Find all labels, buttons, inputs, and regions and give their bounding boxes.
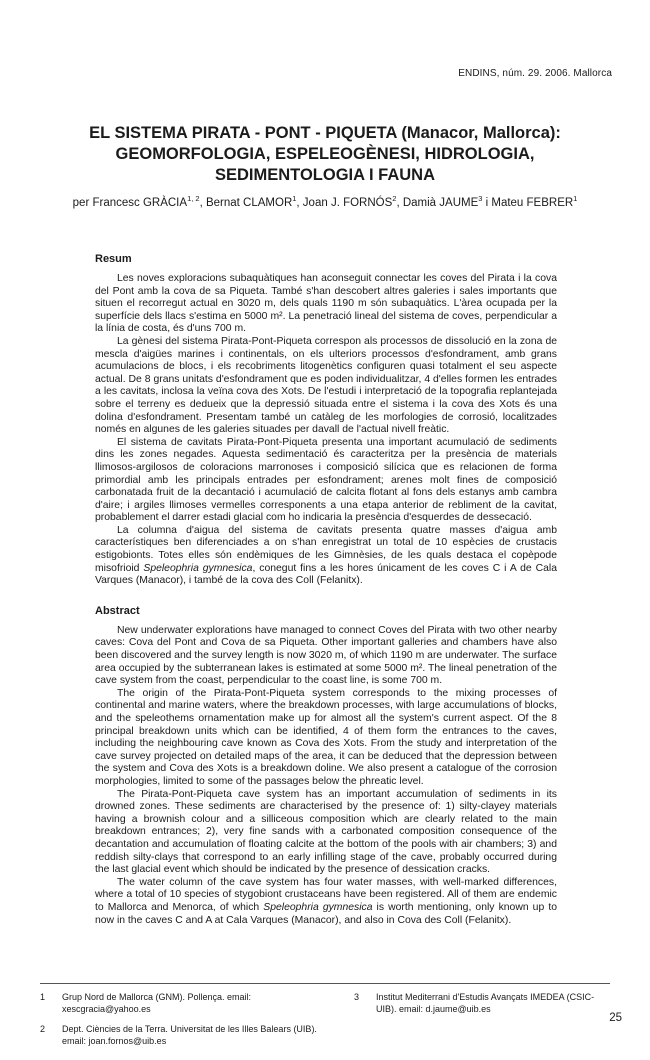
author-affiliation-sup-5: 1 <box>573 194 578 204</box>
resum-paragraph-4-text: La columna d'aigua del sistema de cavitats presenta quatre masses d'aigua amb característiques ben diferenciades a on s'han enregistrat un total de 10 espècies de crustacis estigobionts. Totes elles són endèmiques de les Gimnèsies, de les quals destaca el copèpode misofrioid <box>95 524 557 574</box>
footnote-2-text: Dept. Ciències de la Terra. Universitat de les Illes Balears (UIB). email: joan.fornos@uib.es <box>62 1024 317 1046</box>
journal-header: ENDINS, núm. 29. 2006. Mallorca <box>458 68 612 79</box>
footnote-3-number: 3 <box>354 992 360 1002</box>
author-segment-3: , Joan J. FORNÓS <box>296 197 393 209</box>
species-name-italic: Speleophria gymnesica <box>263 901 373 913</box>
paper-title <box>30 123 620 186</box>
abstract-section <box>95 605 557 927</box>
footnote-1 <box>40 992 340 1015</box>
footnote-3 <box>354 992 610 1015</box>
footnotes-right-column <box>354 992 610 1056</box>
abstract-paragraph-4 <box>95 877 557 927</box>
paper-title-line-3: SEDIMENTOLOGIA I FAUNA <box>214 166 435 184</box>
footnotes-block <box>40 983 610 1056</box>
footnotes-left-column <box>40 992 340 1056</box>
author-segment-2: , Bernat CLAMOR <box>199 197 293 209</box>
author-affiliation-sup-3: 2 <box>392 194 397 204</box>
abstract-paragraph-3: The Pirata-Pont-Piqueta cave system has an important accumulation of sediments in its drowned zones. These sediments are characterised by the presence of: 1) silty-clayey materials having a brownish colour and a silliceous composition which are clearly related to the main breakdown entrances; 2), very fine sands with a carbonated composition consequence of the decantation and accumulation of floating calcite at the bottom of the pools with air chambers; 3) and reddish silty-clays that correspond to an early infilling stage of the cave, probably occurred during the last glacial event which should be indicated by the presence of dessication cracks. <box>95 788 557 876</box>
author-affiliation-sup-2: 1 <box>292 194 297 204</box>
resum-paragraph-2: La gènesi del sistema Pirata-Pont-Piqueta correspon als processos de dissolució en la zona de mescla d'aigües marines i continentals, on els ulteriors processos d'esfondrament, amb grans acumulacions de blocs, i els recobriments litogenètics configuren quasi totalment el seu aspecte actual. De 8 grans unitats d'esfondrament que es poden individualitzar, 4 d'elles formen les entrades a les cavitats, inclosa la veïna cova des Xots. De l'estudi i interpretació de la topografia replantejada sobre el terreny es dedueix que la depressió situada entre el sistema i la cova des Xots és una dolina d'esfondrament. Presentam també un catàleg de les morfologies de corrosió, localitzades només en algunes de les galeries situades per davall de l'actual nivell freàtic. <box>95 335 557 436</box>
author-affiliation-sup-4: 3 <box>478 194 483 204</box>
abstract-heading: Abstract <box>95 604 140 617</box>
species-name-italic: Speleophria gymnesica <box>143 562 253 574</box>
footnote-2-number: 2 <box>40 1024 46 1034</box>
abstract-paragraph-1: New underwater explorations have managed to connect Coves del Pirata with two other nearby caves: Cova del Pont and Cova de sa Piqueta. Other important galleries and chambers have also been discovered and the survey length is now 3020 m, of which 1190 m are underwater. The surface area occupied by the subterranean lakes is estimated at some 5000 m². The lineal penetration of the cave system from the coast, perpendicular to the coast line, is some 700 m. <box>95 624 557 687</box>
footnote-3-text: Institut Mediterrani d'Estudis Avançats IMEDEA (CSIC-UIB). email: d.jaume@uib.es <box>376 992 595 1014</box>
page-number: 25 <box>609 1012 622 1024</box>
footnote-2 <box>40 1024 340 1047</box>
footnote-1-text: Grup Nord de Mallorca (GNM). Pollença. email: xescgracia@yahoo.es <box>62 992 252 1014</box>
author-affiliation-sup-1: 1, 2 <box>187 194 200 204</box>
resum-paragraph-1: Les noves exploracions subaquàtiques han aconseguit connectar les coves del Pirata i la cova del Pont amb la cova de sa Piqueta. També s'han descobert altres galeries i sales importants que situen el recorregut actual en 3020 m, dels quals 1190 m són subaquàtics. L'àrea ocupada per la superfície dels llacs s'estima en 5000 m². La penetració lineal del sistema de coves, perpendicular a la línia de costa, és d'uns 700 m. <box>95 273 557 335</box>
abstract-paragraph-2: The origin of the Pirata-Pont-Piqueta system corresponds to the mixing processes of continental and marine waters, where the breakdown processes, with large accumulations of blocks, and the speleothems ornamentation make up for almost all the system's current aspect. Of the 8 principal breakdown units which can be identified, 4 of them form the entrances to the caves, including the neighbouring cave known as Cova des Xots. From the study and interpretation of the cave survey projected on detailed maps of the area, it can be deduced that the depression between the system and Cova des Xots is a breakdown doline. We also present a catalogue of the corrosion morphologies, limited to some of the passages below the phreatic level. <box>95 687 557 787</box>
author-segment-5: i Mateu FEBRER <box>482 197 574 209</box>
author-segment-4: , Damià JAUME <box>396 197 479 209</box>
paper-title-line-2: GEOMORFOLOGIA, ESPELEOGÈNESI, HIDROLOGIA, <box>115 145 535 163</box>
abstract-paragraph-4-text-end: is worth mentioning, only known up to now in the caves C and A at Cala Varques (Manacor), and also in Cova des Coll (Felanitx). <box>95 901 557 926</box>
resum-section <box>95 253 557 588</box>
abstract-paragraph-4-text: The water column of the cave system has four water masses, with well-marked differences, where a total of 10 species of stygobiont crustaceans have been registered. All of them are endemic to Mallorca and Menorca, of which <box>95 876 557 913</box>
resum-paragraph-4-text-end: , conegut fins a les hores únicament de les coves C i A de Cala Varques (Manacor), i també de la cova des Coll (Felanitx). <box>95 562 557 587</box>
resum-heading: Resum <box>95 253 132 265</box>
paper-title-line-1: EL SISTEMA PIRATA - PONT - PIQUETA (Manacor, Mallorca): <box>89 124 561 142</box>
footnote-1-number: 1 <box>40 992 46 1002</box>
author-segment-1: per Francesc GRÀCIA <box>72 197 188 209</box>
resum-paragraph-4 <box>95 525 557 588</box>
authors-line <box>0 194 650 209</box>
paper-body <box>95 253 557 927</box>
resum-paragraph-3: El sistema de cavitats Pirata-Pont-Piqueta presenta una important acumulació de sediments dins les zones negades. Aquesta sedimentació és caracteritza per la presència de materials llimosos-argilosos de coloracions marronoses i composició silícica que es relacionen de forma primordial amb les principals entrades per esfondrament; arenes molt fines de composició carbonatada fruit de la decantació i acumulació de calcita flotant al fons dels estanys amb cambra d'aire; i argiles llimoses vermelles corresponents a una etapa anterior de rebliment de la cavitat, probablement el darrer estadi glacial com ho indicaria la presència d'esquerdes de dessecació. <box>95 436 557 524</box>
